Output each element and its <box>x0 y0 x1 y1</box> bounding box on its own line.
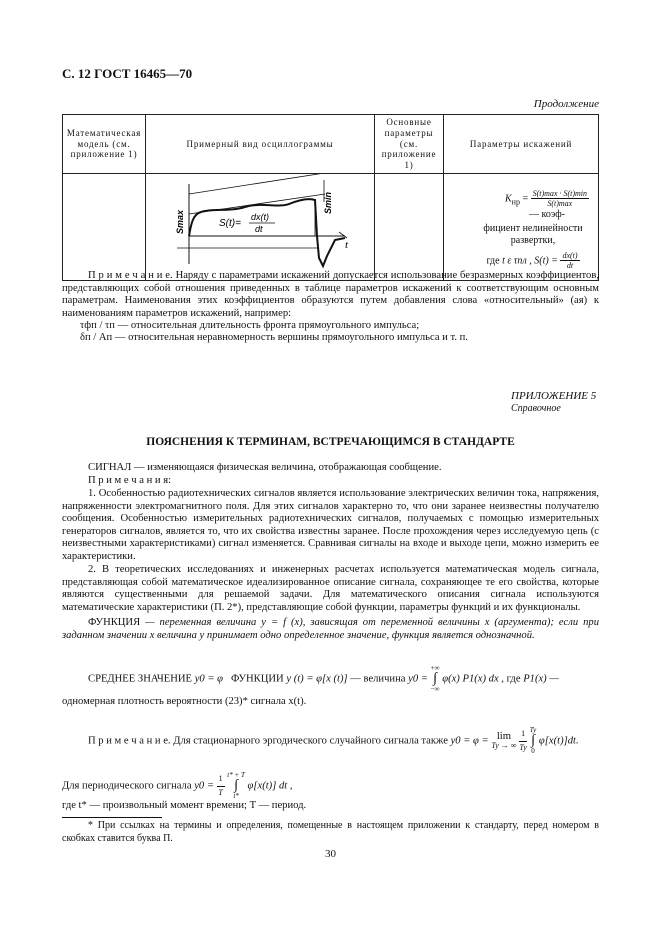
appendix-subtitle: Справочное <box>511 403 561 414</box>
signal-note-1: 1. Особенностью радиотехнических сигналов является использование электрических величин тока, напряжения, напряженности электромагнитного поля. Для этих сигналов характерно то, что они заранее неизвестны получателю сообщения. Особенностью измерительных радиотехнических сигналов, получаемых с помощью измерительных генераторов сигналов, является то, что их свойства известны заранее. После прохождения через исследуемую цепь (с неизвестными характеристиками) сигнал изменяется. Сравнивая сигналы на входе и выходе цепи, можно измерить ее характеристики. <box>62 488 599 562</box>
continuation-label: Продолжение <box>533 98 599 110</box>
t-axis-label: t <box>345 238 349 251</box>
where-condition: где t ε τпл , S(t) = $\frac{dx(t)}{dt}$ <box>486 250 578 271</box>
smin-label: Smin <box>323 191 333 214</box>
col-header-distortion-params: Параметры искажений <box>444 115 599 174</box>
signal-definition: СИГНАЛ — изменяющаяся физическая величина, отображающая сообщение. <box>88 462 442 473</box>
nonlinearity-description: фициент нелинейности развертки, <box>483 222 583 246</box>
footnote-divider <box>62 817 162 818</box>
signal-note-2: 2. В теоретических исследованиях и инженерных расчетах используется математическая модель сигнала, представляющая собой математическое идеализированное описание сигнала, сохраняющее те его свойства, которые являются существенными для решаемой задачи. Для математического описания сигнала используются математические характеристики (П. 2*), представляющие собой функции, параметры функций и их функционалы. <box>62 564 599 613</box>
oscillogram-graph <box>149 174 371 277</box>
note-1: П р и м е ч а н и е. Наряду с параметрами искажений допускается использование безразмерных коэффициентов, представляющих собой отношения приведенных в таблице параметров искажений к соответствующим основным параметрам. Наименования этих коэффициентов образуются путем добавления слова «относительный» (ая) к наименованиям параметров искажений, например: <box>62 270 599 319</box>
cell-model <box>63 173 146 280</box>
cell-distortion-params <box>444 173 599 280</box>
nonlinearity-formula: $K_{нр}$ = S(t)max · S(t)min S(t)max — коэф- <box>504 188 588 220</box>
dt-label: dt <box>255 223 263 234</box>
cell-basic-params <box>375 173 444 280</box>
col-header-basic-params: Основные параметры (см. приложение 1) <box>375 115 444 174</box>
col-header-model: Математическая модель (см. приложение 1) <box>63 115 146 174</box>
col-header-oscillogram: Примерный вид осциллограммы <box>146 115 375 174</box>
note-1-example-1: τфп / τп — относительная длительность фронта прямоугольного импульса; <box>80 320 420 331</box>
page-header: С. 12 ГОСТ 16465—70 <box>62 66 193 81</box>
smax-label: Smax <box>175 209 185 234</box>
section-title: ПОЯСНЕНИЯ К ТЕРМИНАМ, ВСТРЕЧАЮЩИМСЯ В СТАНДАРТЕ <box>146 436 515 448</box>
mean-value-definition: СРЕДНЕЕ ЗНАЧЕНИЕ y0 = φ ФУНКЦИИ y (t) = φ[x (t)] — величина y0 = +∞ ∫ −∞ φ(x) P1(x) dx , где P1(x) — <box>88 664 559 693</box>
footnote: * При ссылках на термины и определения, помещенные в настоящем приложении к стандарту, перед номером в скобках ставится буква П. <box>62 820 599 844</box>
dx-label: dx(t) <box>251 211 269 222</box>
periodic-signal: Для периодического сигнала y0 = $\frac{1}{T}$ t* + T ∫ t* φ[x(t)] dt , <box>62 771 293 800</box>
where-line: где t* — произвольный момент времени; T — период. <box>62 800 307 811</box>
page-number: 30 <box>325 848 336 860</box>
st-label: S(t)= <box>219 217 241 229</box>
appendix-title: ПРИЛОЖЕНИЕ 5 <box>511 390 597 402</box>
cell-oscillogram <box>146 173 375 280</box>
note-2: П р и м е ч а н и е. Для стационарного эргодического случайного сигнала также y0 = φ = lim Ty → ∞ $\frac{1}{Ty}$ Ty ∫ 0 φ[x(t)]dt. <box>88 726 579 755</box>
signal-notes-label: П р и м е ч а н и я: <box>88 475 172 486</box>
mean-value-continuation: одномерная плотность вероятности (23)* сигнала x(t). <box>62 696 307 707</box>
note-1-example-2: δп / Aп — относительная неравномерность вершины прямоугольного импульса и т. п. <box>80 332 468 343</box>
function-definition: ФУНКЦИЯ — переменная величина y = f (x), зависящая от переменной величины x (аргумента); если при заданном значении x величина y принимает одно определенное значение, функция является однозначной. <box>62 617 599 641</box>
distortion-table <box>62 114 599 281</box>
